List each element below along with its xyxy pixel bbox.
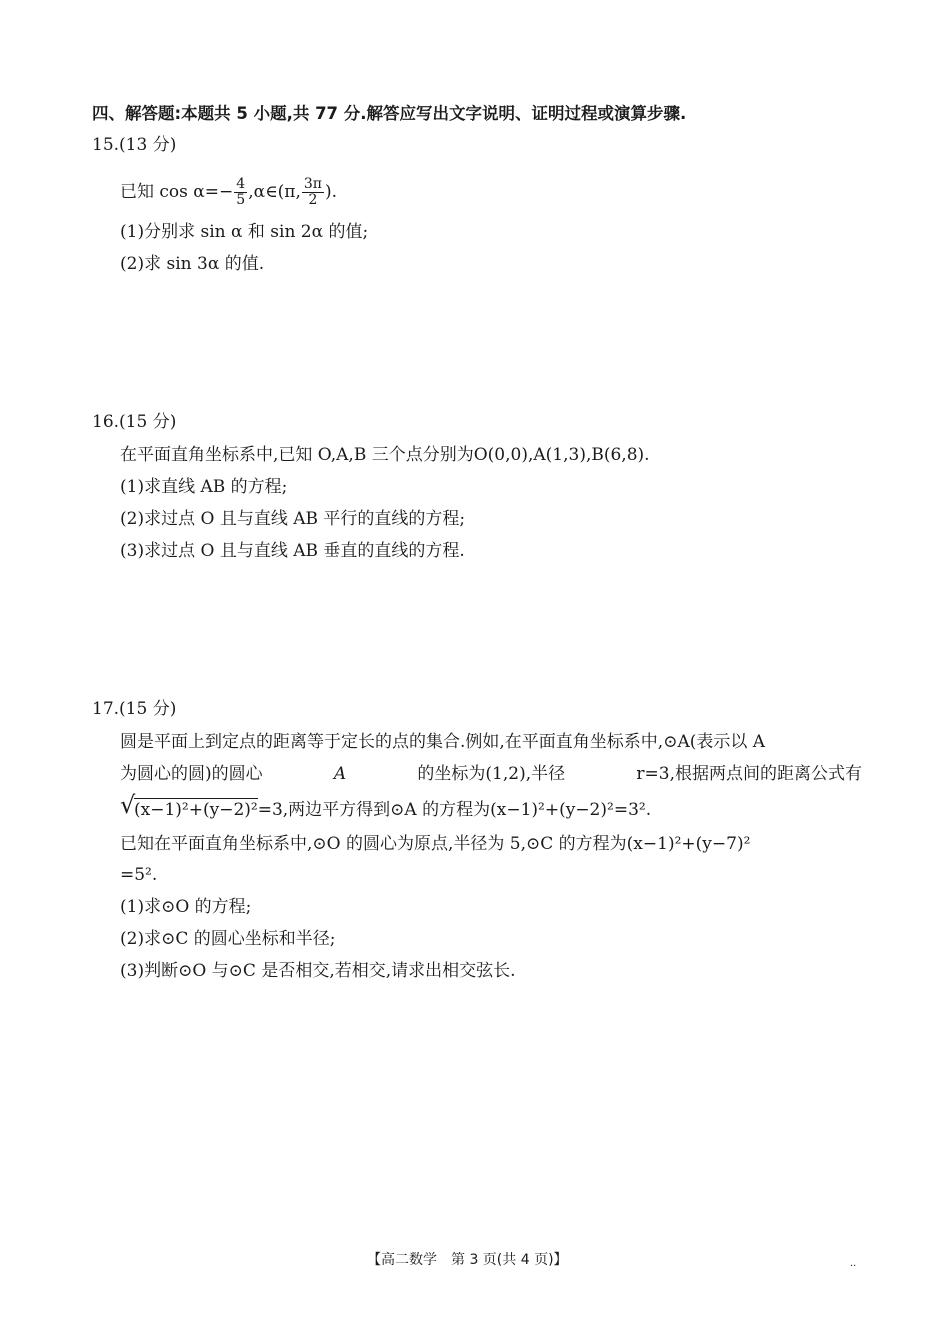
q17-line-2-word-2: A (333, 764, 347, 784)
page-footer: 【高二数学 第 3 页(共 4 页)】 (367, 1252, 568, 1268)
q15-fraction-2 (302, 177, 324, 208)
q15-frac-den: 5 (236, 192, 246, 208)
q16-part-3: (3)求过点 O 且与直线 AB 垂直的直线的方程. (120, 541, 465, 561)
corner-mark: .. (850, 1258, 857, 1269)
q17-line-4: 已知在平面直角坐标系中,⊙O 的圆心为原点,半径为 5,⊙C 的方程为(x−1)²+(y−7)² (120, 834, 751, 854)
q17-part-1: (1)求⊙O 的方程; (120, 897, 252, 917)
q16-stem: 在平面直角坐标系中,已知 O,A,B 三个点分别为O(0,0),A(1,3),B(6,8). (120, 445, 650, 465)
q15-fraction (234, 177, 247, 208)
q15-stem-suffix: ). (324, 182, 338, 202)
q15-frac-num: 4 (236, 176, 246, 192)
q15-frac2-num: 3π (303, 176, 322, 192)
q15-number: 15.(13 分) (92, 135, 177, 155)
q15-part-2: (2)求 sin 3α 的值. (120, 254, 265, 274)
q15-part-1: (1)分别求 sin α 和 sin 2α 的值; (120, 222, 369, 242)
q15-stem (120, 172, 337, 212)
sqrt-expression (120, 791, 258, 822)
q15-stem-prefix: 已知 cos α=− (120, 182, 234, 202)
q17-part-2: (2)求⊙C 的圆心坐标和半径; (120, 929, 336, 949)
q17-line-1: 圆是平面上到定点的距离等于定长的点的集合.例如,在平面直角坐标系中,⊙A(表示以 A (120, 732, 766, 752)
q16-part-2: (2)求过点 O 且与直线 AB 平行的直线的方程; (120, 509, 466, 529)
q17-line-2 (120, 762, 862, 786)
q15-frac2-den: 2 (308, 192, 318, 208)
q15-stem-mid: ,α∈(π, (248, 182, 301, 202)
q16-number: 16.(15 分) (92, 412, 177, 432)
q17-line-3 (120, 791, 652, 822)
radical-sign: √ (120, 791, 136, 819)
q16-part-1: (1)求直线 AB 的方程; (120, 477, 288, 497)
q17-number: 17.(15 分) (92, 699, 177, 719)
q17-line-2-word-4: r=3,根据两点间的距离公式有 (636, 764, 862, 784)
section-header: 四、解答题:本题共 5 小题,共 77 分.解答应写出文字说明、证明过程或演算步骤. (92, 104, 687, 123)
q17-line-3-rest: =3,两边平方得到⊙A 的方程为(x−1)²+(y−2)²=3². (257, 800, 652, 820)
q17-line-2-word-1: 为圆心的圆)的圆心 (120, 764, 263, 784)
q17-part-3: (3)判断⊙O 与⊙C 是否相交,若相交,请求出相交弦长. (120, 961, 516, 981)
q17-line-5: =5². (120, 865, 158, 885)
q17-line-2-word-3: 的坐标为(1,2),半径 (417, 764, 566, 784)
sqrt-argument: (x−1)²+(y−2)² (134, 800, 258, 820)
